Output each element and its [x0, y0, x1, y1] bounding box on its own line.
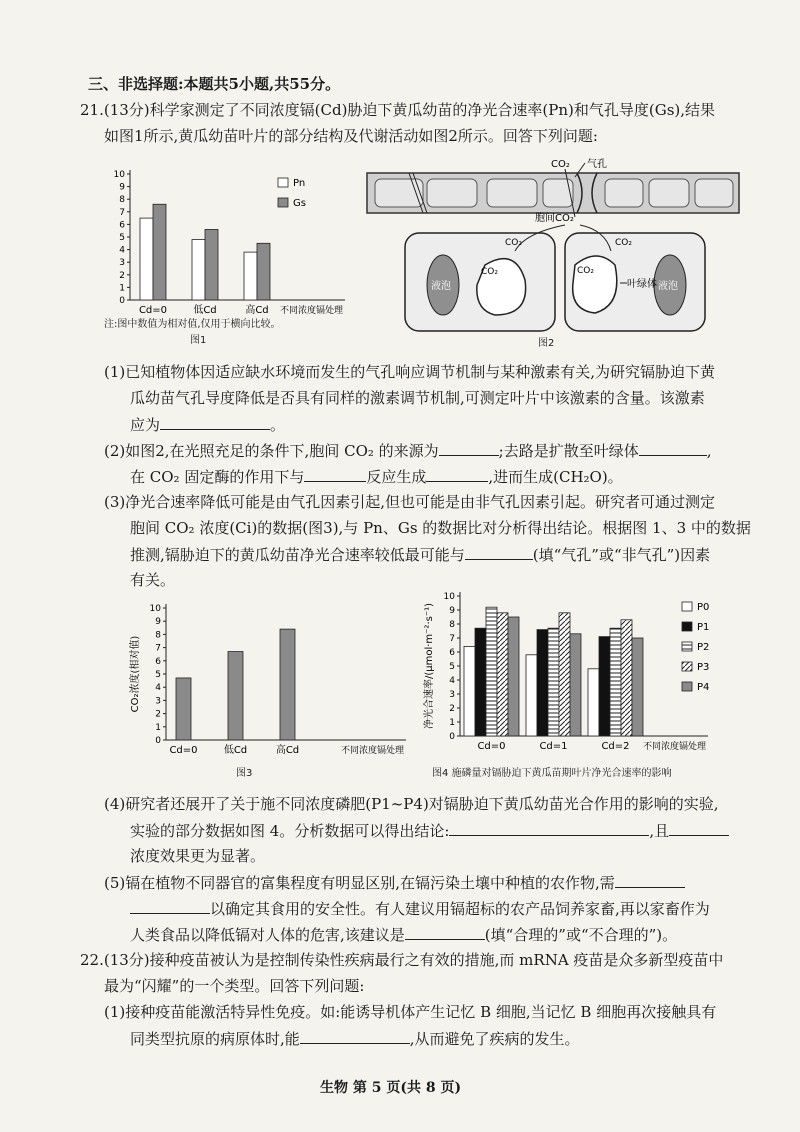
figure-4-caption: 图4 施磷量对镉胁迫下黄瓜苗期叶片净光合速率的影响 [432, 768, 672, 779]
bar-Gs-Cd=0 [153, 204, 166, 300]
y-tick-label: 4 [119, 245, 125, 256]
x-tick-label: 高Cd [275, 745, 300, 756]
bar-Pn-高Cd [244, 252, 257, 300]
y-tick-label: 2 [119, 270, 125, 281]
label-vacuole-left: 液泡 [431, 281, 451, 292]
label-chloroplast: 叶绿体 [627, 279, 657, 290]
legend-swatch-Gs [278, 198, 288, 207]
y-tick-label: 5 [119, 233, 125, 243]
x-tick-label: Cd=0 [169, 745, 198, 756]
y-tick-label: 1 [155, 722, 161, 733]
figure-2-diagram [365, 155, 745, 335]
q21-stem-line1: 21.(13分)科学家测定了不同浓度镉(Cd)胁迫下黄瓜幼苗的净光合速率(Pn)和气孔导度(Gs),结果 [80, 101, 716, 119]
y-tick-label: 7 [155, 643, 161, 654]
legend-swatch-P2 [682, 642, 692, 651]
y-tick-label: 9 [119, 182, 125, 193]
page-footer: 生物 第 5 页(共 8 页) [320, 1080, 462, 1096]
q21-part3-line3: 推测,镉胁迫下的黄瓜幼苗净光合速率较低最可能与 (填“气孔”或“非气孔”)因素 [130, 546, 711, 564]
figure-4-chart [420, 576, 750, 762]
y-tick-label: 5 [449, 662, 455, 672]
y-tick-label: 4 [155, 683, 161, 694]
q21-part3-line2: 胞间 CO₂ 浓度(Ci)的数据(图3),与 Pn、Gs 的数据比对分析得出结论。根据图 1、3 中的数据 [130, 519, 751, 537]
figure-3-caption: 图3 [236, 768, 253, 779]
y-tick-label: 10 [113, 170, 125, 180]
bar-P1-Cd=2 [599, 637, 610, 736]
label-co2-right-top: CO₂ [615, 238, 632, 248]
answer-blank-conclusion[interactable] [449, 820, 649, 836]
figure-1-caption: 图1 [190, 335, 207, 346]
legend-label-P1: P1 [697, 622, 710, 633]
figure-1-note: 注:图中数值为相对值,仅用于横向比较。 [104, 319, 281, 330]
bar-CO₂浓度-Cd=0 [176, 678, 191, 740]
y-tick-label: 9 [155, 617, 161, 628]
q22-part1-line2: 同类型抗原的病原体时,能 ,从而避免了疾病的发生。 [130, 1030, 580, 1048]
q21-part1-line1: (1)已知植物体因适应缺水环境而发生的气孔响应调节机制与某种激素有关,为研究镉胁迫下黄 [104, 363, 716, 381]
bar-Pn-Cd=0 [140, 218, 153, 300]
q21-part5-line2: 以确定其食用的安全性。有人建议用镉超标的农产品饲养家畜,再以家畜作为 [130, 898, 710, 919]
bar-P2-Cd=1 [548, 628, 559, 736]
answer-blank-hormone[interactable] [160, 414, 270, 430]
bar-P1-Cd=0 [475, 628, 486, 736]
bar-P2-Cd=2 [610, 628, 621, 736]
legend-swatch-P1 [682, 622, 692, 631]
y-axis-label: CO₂浓度(相对值) [130, 635, 141, 713]
figure-2-caption: 图2 [538, 338, 555, 349]
y-tick-label: 10 [443, 592, 455, 602]
y-tick-label: 0 [119, 296, 125, 306]
figure-3-chart [120, 590, 420, 760]
q21-stem-line2: 如图1所示,黄瓜幼苗叶片的部分结构及代谢活动如图2所示。回答下列问题: [104, 127, 598, 145]
q22-part1-line1: (1)接种疫苗能激活特异性免疫。如:能诱导机体产生记忆 B 细胞,当记忆 B 细胞再次接触具有 [104, 1003, 717, 1021]
answer-blank-organ-a[interactable] [615, 872, 685, 888]
y-tick-label: 4 [449, 676, 455, 686]
x-tick-label: Cd=0 [138, 305, 168, 316]
chloroplast-right [573, 256, 617, 313]
bar-CO₂浓度-高Cd [280, 629, 295, 740]
y-tick-label: 8 [449, 620, 455, 630]
y-tick-label: 6 [155, 656, 161, 667]
y-tick-label: 5 [155, 670, 161, 680]
label-co2-left: CO₂ [481, 267, 498, 277]
q21-part5-line3: 人类食品以降低镉对人体的危害,该建议是 (填“合理的”或“不合理的”)。 [130, 926, 678, 944]
y-tick-label: 1 [119, 283, 125, 294]
answer-blank-product[interactable] [426, 466, 488, 482]
q21-part1-line3: 应为 。 [130, 416, 286, 434]
y-tick-label: 8 [155, 630, 161, 641]
x-tick-label: Cd=1 [539, 741, 568, 752]
legend-swatch-P4 [682, 682, 692, 691]
answer-blank-memory-b[interactable] [300, 1028, 410, 1044]
x-tick-label: Cd=2 [601, 741, 630, 752]
answer-blank-concentration[interactable] [669, 820, 729, 836]
legend-label-P0: P0 [697, 602, 710, 613]
legend-swatch-P3 [682, 662, 692, 671]
answer-blank-co2-source[interactable] [439, 440, 499, 456]
y-tick-label: 3 [155, 696, 161, 707]
y-tick-label: 10 [149, 604, 161, 614]
legend-label-P2: P2 [697, 642, 710, 653]
bar-P0-Cd=0 [464, 646, 475, 736]
label-vacuole-right: 液泡 [658, 281, 678, 292]
section-title: 三、非选择题:本题共5小题,共55分。 [88, 75, 341, 93]
legend-label-P3: P3 [697, 662, 710, 673]
label-stoma: 气孔 [587, 159, 607, 170]
q21-part4-line1: (4)研究者还展开了关于施不同浓度磷肥(P1~P4)对镉胁迫下黄瓜幼苗光合作用的影响的实验, [104, 795, 719, 813]
answer-blank-reasonable[interactable] [405, 924, 485, 940]
bar-P0-Cd=1 [526, 655, 537, 736]
q21-part5-line1: (5)镉在植物不同器官的富集程度有明显区别,在镉污染土壤中种植的农作物,需 [104, 872, 685, 893]
q21-part3-line1: (3)净光合速率降低可能是由气孔因素引起,但也可能是由非气孔因素引起。研究者可通过测定 [104, 493, 716, 511]
bar-P3-Cd=1 [559, 613, 570, 736]
bar-P3-Cd=0 [497, 613, 508, 736]
y-tick-label: 2 [449, 704, 455, 714]
q21-part1-line2: 瓜幼苗气孔导度降低是否具有同样的激素调节机制,可测定叶片中该激素的含量。该激素 [130, 389, 705, 407]
bar-P1-Cd=1 [537, 630, 548, 736]
y-tick-label: 3 [119, 258, 125, 269]
bar-P3-Cd=2 [621, 620, 632, 736]
x-tick-label: 低Cd [223, 745, 248, 756]
bar-Pn-低Cd [192, 240, 205, 300]
y-tick-label: 0 [449, 732, 455, 742]
q22-stem-line2: 最为“闪耀”的一个类型。回答下列问题: [104, 977, 365, 995]
answer-blank-factor[interactable] [465, 544, 533, 560]
y-tick-label: 7 [119, 207, 125, 218]
label-intercellular-co2: 胞间CO₂ [535, 213, 574, 224]
bar-CO₂浓度-低Cd [228, 652, 243, 740]
label-co2-left-top: CO₂ [505, 238, 522, 248]
y-tick-label: 6 [449, 648, 455, 658]
x-axis-label: 不同浓度镉处理 [340, 746, 404, 756]
answer-blank-co2-destination[interactable] [639, 440, 707, 456]
x-tick-label: Cd=0 [477, 741, 506, 752]
bar-P4-Cd=1 [570, 634, 581, 736]
x-tick-label: 高Cd [245, 305, 269, 316]
label-co2-right: CO₂ [577, 266, 594, 276]
bar-Gs-高Cd [257, 243, 270, 300]
y-tick-label: 7 [449, 634, 455, 644]
y-tick-label: 6 [119, 220, 125, 231]
bar-P4-Cd=0 [508, 617, 519, 736]
bar-P0-Cd=2 [588, 669, 599, 736]
q21-part4-line3: 浓度效果更为显著。 [130, 847, 266, 865]
answer-blank-reactant[interactable] [304, 466, 366, 482]
legend-label-Pn: Pn [293, 178, 306, 189]
label-co2-top: CO₂ [551, 159, 570, 170]
q21-part3-line4: 有关。 [130, 571, 176, 589]
y-tick-label: 8 [119, 195, 125, 206]
q21-part2-line2: 在 CO₂ 固定酶的作用下与 反应生成 ,进而生成(CH₂O)。 [130, 468, 623, 486]
legend-swatch-P0 [682, 602, 692, 611]
answer-blank-organ-b[interactable] [130, 898, 210, 914]
bar-P2-Cd=0 [486, 607, 497, 736]
bar-Gs-低Cd [205, 229, 218, 300]
y-tick-label: 3 [449, 690, 455, 700]
q22-stem-line1: 22.(13分)接种疫苗被认为是控制传染性疾病最行之有效的措施,而 mRNA 疫苗是众多新型疫苗中 [80, 951, 724, 969]
q21-part2-line1: (2)如图2,在光照充足的条件下,胞间 CO₂ 的来源为 ;去路是扩散至叶绿体 , [104, 442, 712, 460]
x-axis-label: 不同浓度镉处理 [642, 742, 706, 752]
q21-part4-line2: 实验的部分数据如图 4。分析数据可以得出结论: ,且 [130, 820, 729, 841]
bar-P4-Cd=2 [632, 638, 643, 736]
x-tick-label: 低Cd [193, 305, 217, 316]
y-tick-label: 1 [449, 718, 455, 728]
y-tick-label: 9 [449, 606, 455, 616]
x-axis-label: 不同浓度镉处理 [279, 306, 343, 316]
y-tick-label: 0 [155, 736, 161, 746]
legend-label-P4: P4 [697, 682, 710, 693]
y-axis-label: 净光合速率/(μmol·m⁻²·s⁻¹) [424, 602, 435, 730]
legend-label-Gs: Gs [293, 198, 306, 209]
legend-swatch-Pn [278, 178, 288, 187]
y-tick-label: 2 [155, 709, 161, 720]
